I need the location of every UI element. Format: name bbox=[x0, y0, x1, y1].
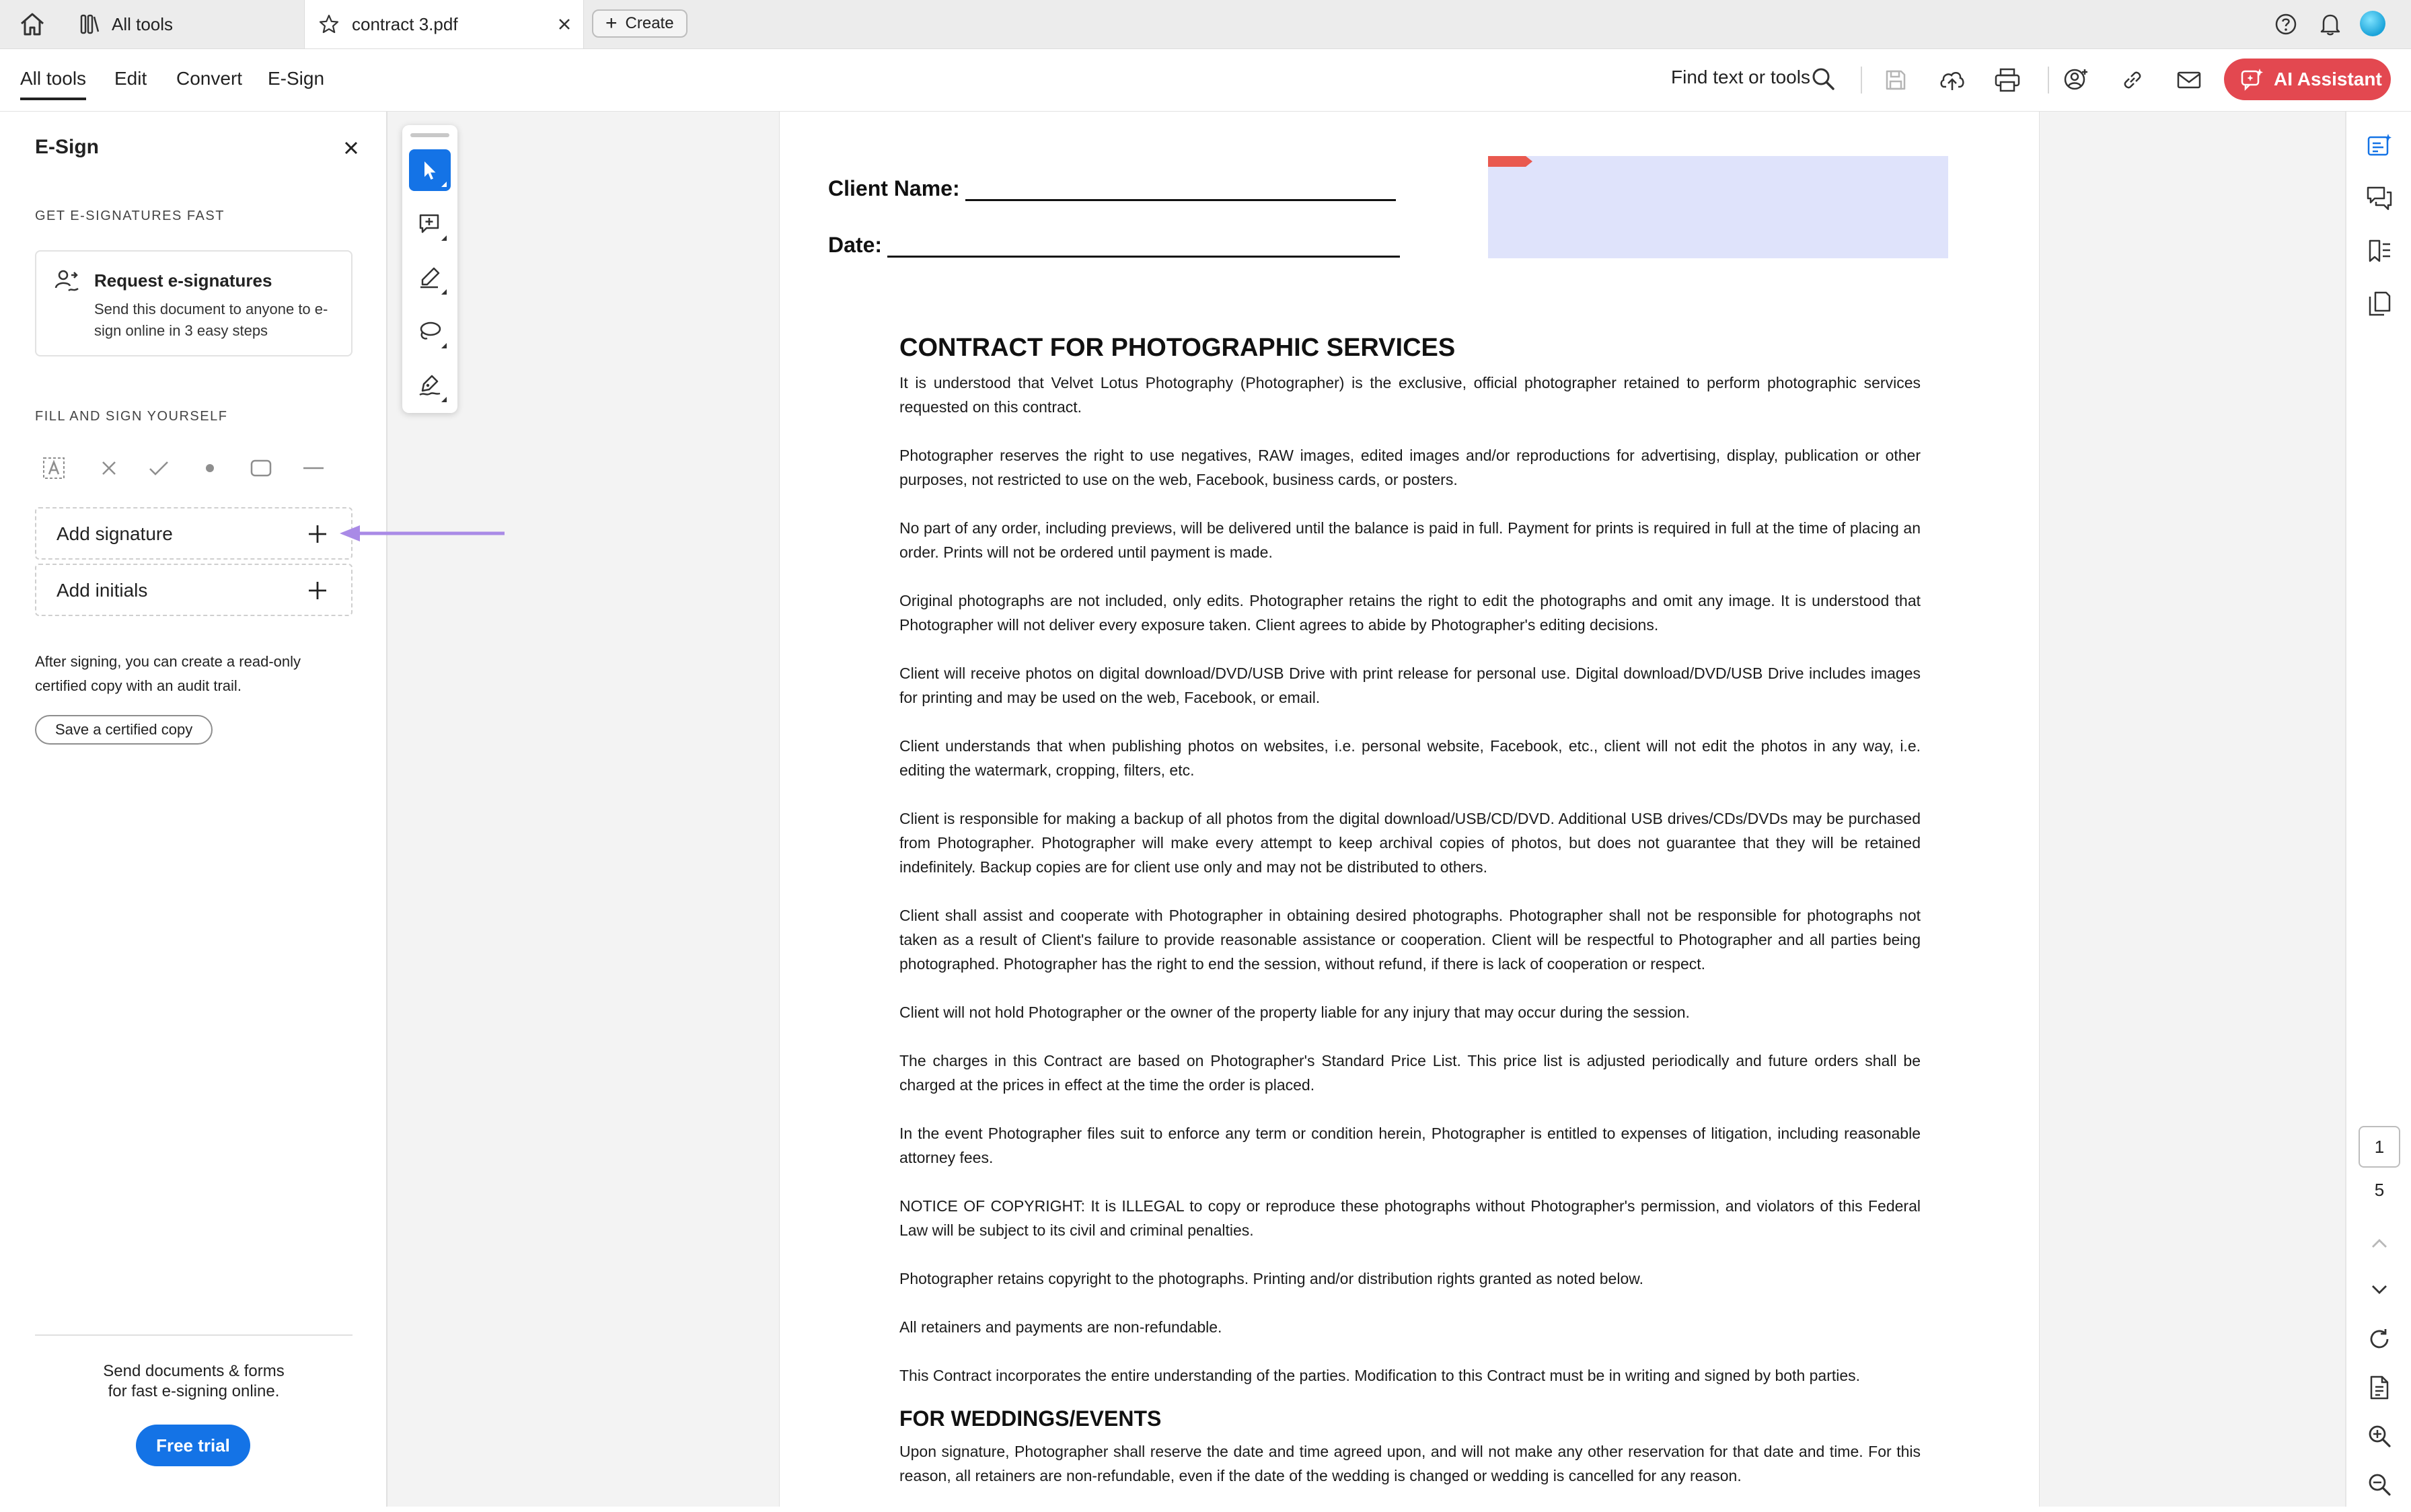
date-line bbox=[887, 235, 1400, 258]
avatar[interactable] bbox=[2360, 11, 2385, 36]
bookmarks-icon[interactable] bbox=[2363, 234, 2396, 268]
total-pages: 5 bbox=[2374, 1180, 2385, 1200]
pdf-page bbox=[779, 112, 2040, 1507]
contract-paragraph: No part of any order, including previews, will be delivered until the balance is paid in full. Payment for prints is required in full at the time of placing an order. Prints will not be ordered until payment is made. bbox=[899, 519, 1921, 561]
tab-label: contract 3.pdf bbox=[352, 13, 458, 34]
date-label: Date: bbox=[828, 233, 883, 257]
section-label-get-signatures: GET E-SIGNATURES FAST bbox=[35, 209, 225, 223]
tab-document[interactable] bbox=[304, 0, 584, 48]
chevron-up-icon[interactable] bbox=[2363, 1227, 2396, 1260]
menu-convert[interactable]: Convert bbox=[176, 68, 243, 89]
comments-icon[interactable] bbox=[2363, 182, 2396, 215]
contract-paragraph: Photographer reserves the right to use negatives, RAW images, edited images and/or reproductions for advertising, display, publication or other purposes, not restricted to use on the web, Facebook, business cards, or posters. bbox=[899, 447, 1921, 488]
highlight-tool[interactable] bbox=[409, 257, 451, 299]
refresh-icon[interactable] bbox=[2363, 1322, 2396, 1356]
pointer-arrow-icon bbox=[340, 522, 508, 549]
rectangle-icon[interactable] bbox=[248, 455, 274, 482]
sign-tool[interactable] bbox=[409, 365, 451, 406]
menu-e-sign[interactable]: E-Sign bbox=[268, 68, 325, 89]
draw-lasso-icon bbox=[417, 319, 443, 344]
contract-heading: CONTRACT FOR PHOTOGRAPHIC SERVICES bbox=[899, 334, 1456, 362]
request-title: Request e-signatures bbox=[94, 270, 272, 291]
home-icon[interactable] bbox=[15, 9, 50, 39]
contract-paragraph: Client will receive photos on digital download/DVD/USB Drive with print release for personal use. Digital download/DVD/USB Drive includes images for printing and may be used on the web, Facebook, or email. bbox=[899, 665, 1921, 706]
contract-paragraph: Upon signature, Photographer shall reserve the date and time agreed upon, and will not make any other reservation for that date and time. For this reason, all retainers are non-refundable, even if the date of the wedding is changed or wedding is cancelled for any reason. bbox=[899, 1443, 1921, 1484]
plus-icon bbox=[304, 577, 331, 604]
panel-divider bbox=[35, 1334, 353, 1336]
upload-cloud-icon[interactable] bbox=[1936, 64, 1968, 96]
text-field-icon[interactable] bbox=[40, 455, 67, 482]
tab-label: All tools bbox=[112, 13, 174, 34]
help-icon[interactable] bbox=[2272, 11, 2299, 38]
add-initials-label: Add initials bbox=[57, 580, 148, 601]
zoom-out-icon[interactable] bbox=[2363, 1468, 2396, 1501]
email-icon[interactable] bbox=[2173, 64, 2205, 96]
create-button[interactable] bbox=[592, 9, 688, 38]
draw-tool[interactable] bbox=[409, 311, 451, 352]
select-tool[interactable] bbox=[409, 149, 451, 191]
chevron-down-icon[interactable] bbox=[2363, 1273, 2396, 1306]
document-info-icon[interactable] bbox=[2363, 1371, 2396, 1404]
contract-paragraph: In the event Photographer files suit to enforce any term or condition herein, Photographer is entitled to expenses of litigation, including reasonable attorney fees. bbox=[899, 1125, 1921, 1166]
contract-paragraph: Photographer retains copyright to the photographs. Printing and/or distribution rights granted as noted below. bbox=[899, 1270, 1643, 1287]
add-signature-label: Add signature bbox=[57, 523, 173, 544]
client-name-field[interactable] bbox=[828, 176, 1396, 201]
link-icon[interactable] bbox=[2116, 64, 2149, 96]
fill-sign-tools bbox=[35, 449, 353, 487]
menu-all-tools[interactable]: All tools bbox=[20, 68, 86, 100]
toolbar-divider bbox=[2048, 67, 2049, 93]
save-certified-copy-button[interactable]: Save a certified copy bbox=[35, 715, 213, 745]
browser-tab-strip bbox=[0, 0, 2411, 49]
request-e-signatures-card[interactable] bbox=[35, 250, 353, 356]
menu-edit[interactable]: Edit bbox=[114, 68, 147, 89]
zoom-in-icon[interactable] bbox=[2363, 1419, 2396, 1453]
certified-copy-note: After signing, you can create a read-only certified copy with an audit trail. bbox=[35, 653, 301, 694]
plus-icon: + bbox=[605, 12, 618, 34]
tab-all-tools[interactable] bbox=[67, 0, 303, 48]
share-user-icon[interactable] bbox=[2060, 64, 2092, 96]
contract-paragraph: Client is responsible for making a backup of all photos from the digital download/USB/CD/DVD. Additional USB drives/CDs/DVDs may be purchased from Photographer. Photographer will make every attempt to keep archival copies of photos, but does not guarantee that they will be retained indefinitely. Backup copies are for client use only and may not be distributed to others. bbox=[899, 810, 1921, 876]
request-description: Send this document to anyone to e-sign online in 3 easy steps bbox=[94, 301, 328, 339]
ai-assistant-icon bbox=[2240, 67, 2264, 91]
line-icon[interactable] bbox=[300, 455, 327, 482]
contract-body bbox=[899, 334, 1921, 1512]
client-name-line bbox=[965, 179, 1396, 201]
pages-icon[interactable] bbox=[2363, 287, 2396, 320]
close-icon[interactable] bbox=[339, 136, 363, 160]
contract-paragraph: It is understood that Velvet Lotus Photography (Photographer) is the exclusive, official photographer retained to perform photographic services requested on this contract. bbox=[899, 374, 1921, 416]
search-icon[interactable] bbox=[1810, 65, 1837, 92]
plus-icon bbox=[304, 521, 331, 547]
add-initials-button[interactable] bbox=[35, 564, 353, 616]
section-label-fill-sign: FILL AND SIGN YOURSELF bbox=[35, 409, 228, 424]
contract-paragraph: Client understands that when publishing photos on websites, i.e. personal website, Facebook, etc., client will not edit the photos in any way, i.e. editing the watermark, cropping, filters, etc. bbox=[899, 737, 1921, 779]
contract-paragraph: The charges in this Contract are based on Photographer's Standard Price List. This price list is adjusted periodically and future orders shall be charged at the prices in effect at the time the order is placed. bbox=[899, 1052, 1921, 1094]
contract-paragraph: NOTICE OF COPYRIGHT: It is ILLEGAL to copy or reproduce these photographs without Photographer's permission, and violators of this Federal Law will be subject to its civil and criminal penalties. bbox=[899, 1197, 1921, 1239]
contract-paragraph: Original photographs are not included, only edits. Photographer retains the right to edit the photographs and omit any image. It is understood that Photographer will not deliver every exposure taken. Client agrees to abide by Photographer's editing decisions. bbox=[899, 592, 1921, 634]
date-field[interactable] bbox=[828, 233, 1400, 258]
close-icon[interactable] bbox=[555, 15, 574, 34]
drag-handle[interactable] bbox=[410, 133, 449, 137]
signature-field-tag bbox=[1488, 156, 1526, 167]
panel-title: E-Sign bbox=[35, 136, 99, 158]
promo-text bbox=[35, 1361, 353, 1402]
promo-line: Send documents & forms bbox=[103, 1362, 285, 1380]
free-trial-button[interactable]: Free trial bbox=[136, 1425, 250, 1466]
e-sign-panel bbox=[0, 112, 387, 1507]
add-signature-button[interactable] bbox=[35, 507, 353, 560]
print-icon[interactable] bbox=[1991, 64, 2024, 96]
edit-tools-icon[interactable] bbox=[2363, 129, 2396, 163]
add-comment-icon bbox=[418, 212, 442, 236]
toolbar-divider bbox=[1861, 67, 1862, 93]
bell-icon[interactable] bbox=[2317, 11, 2344, 38]
contract-paragraph: Client shall assist and cooperate with Photographer in obtaining desired photographs. Photographer shall not be responsible for photographs not taken as a result of Client's failure to provide reasonable assistance or cooperation. Client will be respectful to Photographer and all parties being photographed. Photographer has the right to end the session, without refund, if there is lack of cooperation or respect. bbox=[899, 907, 1921, 973]
highlight-pen-icon bbox=[418, 266, 442, 290]
current-page-input[interactable]: 1 bbox=[2359, 1126, 2400, 1168]
add-comment-tool[interactable] bbox=[409, 203, 451, 245]
save-icon[interactable] bbox=[1880, 64, 1912, 96]
checkmark-icon[interactable] bbox=[145, 455, 172, 482]
app-toolbar bbox=[0, 49, 2411, 112]
star-icon[interactable] bbox=[318, 13, 340, 35]
sign-pen-icon bbox=[417, 373, 443, 398]
quick-tools-bar bbox=[402, 125, 457, 413]
ai-assistant-label: AI Assistant bbox=[2274, 69, 2382, 89]
contract-paragraph: Client will not hold Photographer or the owner of the property liable for any injury that may occur during the session. bbox=[899, 1004, 1690, 1021]
create-label: Create bbox=[625, 14, 674, 32]
cross-mark-icon[interactable] bbox=[96, 455, 122, 482]
promo-line: for fast e-signing online. bbox=[108, 1382, 280, 1400]
find-text-or-tools[interactable]: Find text or tools bbox=[1671, 67, 1810, 87]
right-rail bbox=[2345, 112, 2411, 1507]
select-arrow-icon bbox=[420, 159, 440, 182]
client-name-label: Client Name: bbox=[828, 176, 960, 200]
section-heading: FOR WEDDINGS/EVENTS bbox=[899, 1406, 1162, 1431]
ai-assistant-button[interactable] bbox=[2224, 59, 2391, 100]
contract-paragraph: This Contract incorporates the entire understanding of the parties. Modification to this Contract must be in writing and signed by both parties. bbox=[899, 1367, 1861, 1384]
request-signatures-icon bbox=[54, 268, 81, 295]
contract-paragraph: All retainers and payments are non-refundable. bbox=[899, 1318, 1222, 1336]
tools-icon bbox=[79, 13, 100, 35]
signature-field[interactable] bbox=[1488, 156, 1948, 258]
dot-icon[interactable] bbox=[196, 455, 223, 482]
